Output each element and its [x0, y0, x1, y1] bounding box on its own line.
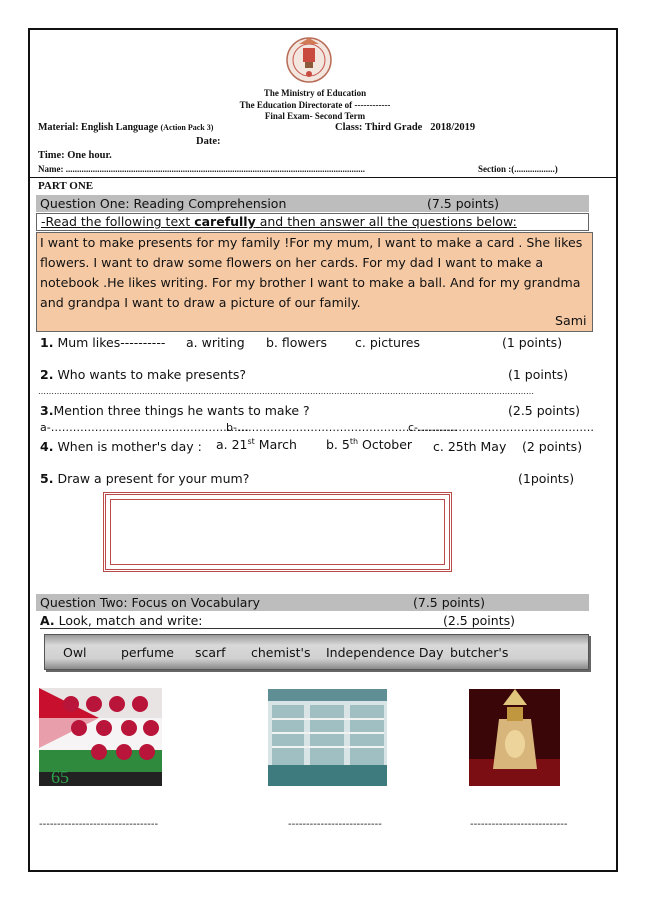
item-1-option-a: a. writing: [186, 335, 245, 350]
item-1-option-b: b. flowers: [266, 335, 327, 350]
item-3-question: 3.Mention three things he wants to make ?: [40, 403, 310, 418]
item-5-question: 5. Draw a present for your mum?: [40, 471, 250, 486]
item-2-question: 2. Who wants to make presents?: [40, 367, 247, 382]
item-3-answer-b[interactable]: b-……………………………………………………: [226, 421, 457, 434]
word-bank-item: scarf: [195, 645, 226, 660]
word-bank-item: perfume: [121, 645, 174, 660]
item-5-points: (1points): [518, 471, 575, 486]
reading-instruction: -Read the following text carefully and then answer all the questions below:: [36, 213, 589, 231]
word-bank-item: butcher's: [450, 645, 509, 660]
item-3-points: (2.5 points): [508, 403, 580, 418]
independence-day-photo: [39, 688, 162, 786]
question-one-title: Question One: Reading Comprehension: [40, 196, 287, 211]
item-2-answer-line[interactable]: ……………………………………………………………………………………………………………………………………………………………………: [38, 387, 534, 396]
perfume-bottle-photo: [469, 689, 560, 786]
item-4-option-a: a. 21st March: [216, 437, 297, 453]
answer-line-2[interactable]: --------------------------: [288, 819, 382, 830]
item-4-option-b: b. 5th October: [326, 437, 413, 453]
name-field: Name: .....................................................................................................................................: [38, 164, 365, 174]
directorate-line: The Education Directorate of ------------: [239, 100, 391, 110]
ministry-emblem-icon: [277, 34, 341, 86]
item-4-option-c: c. 25th May: [433, 439, 507, 454]
item-4-question: 4. When is mother's day :: [40, 439, 202, 454]
item-3-answer-c[interactable]: c-…………………………………………: [408, 421, 595, 434]
time-label: Time: One hour.: [38, 150, 112, 161]
question-two-title: Question Two: Focus on Vocabulary: [40, 595, 261, 610]
section-a-instruction: A. Look, match and write:: [40, 613, 510, 629]
class-label: Class: Third Grade 2018/2019: [335, 122, 476, 133]
word-bank-item: chemist's: [251, 645, 311, 660]
item-3-answer-a[interactable]: a-………………………………………………: [40, 421, 249, 434]
date-label: Date:: [196, 136, 221, 147]
word-bank-item: Owl: [63, 645, 87, 660]
item-4-points: (2 points): [522, 439, 583, 454]
svg-text:65: 65: [51, 767, 69, 786]
section-field: Section :(..................): [478, 164, 558, 174]
answer-line-1[interactable]: ---------------------------------: [39, 819, 159, 830]
item-1-question: 1. Mum likes----------: [40, 335, 166, 350]
question-one-points: (7.5 points): [427, 196, 499, 211]
pharmacy-shelves-photo: [268, 689, 387, 786]
question-two-points: (7.5 points): [413, 595, 485, 610]
item-1-option-c: c. pictures: [355, 335, 420, 350]
item-2-points: (1 points): [508, 367, 569, 382]
word-bank-item: Independence Day: [326, 645, 444, 660]
reading-passage-text: I want to make presents for my family !For my mum, I want to make a card . She likes flowers. I want to draw some flowers on her cards. For my dad I want to make a notebook .He likes writing. For my brother I want to make a ball. And for my grandma and grandpa I want to draw a picture of our family.: [40, 235, 583, 310]
passage-signature: Sami: [555, 313, 587, 328]
drawing-box[interactable]: [103, 492, 452, 572]
ministry-title: The Ministry of Education: [263, 88, 367, 98]
answer-line-3[interactable]: ---------------------------: [470, 819, 568, 830]
part-one-heading: PART ONE: [38, 180, 94, 192]
word-bank: [44, 634, 589, 670]
header-divider: [30, 177, 616, 178]
section-a-points: (2.5 points): [443, 613, 515, 628]
material-label: Material: English Language (Action Pack 3): [38, 122, 214, 133]
exam-title: Final Exam- Second Term: [264, 111, 366, 121]
item-1-points: (1 points): [502, 335, 563, 350]
